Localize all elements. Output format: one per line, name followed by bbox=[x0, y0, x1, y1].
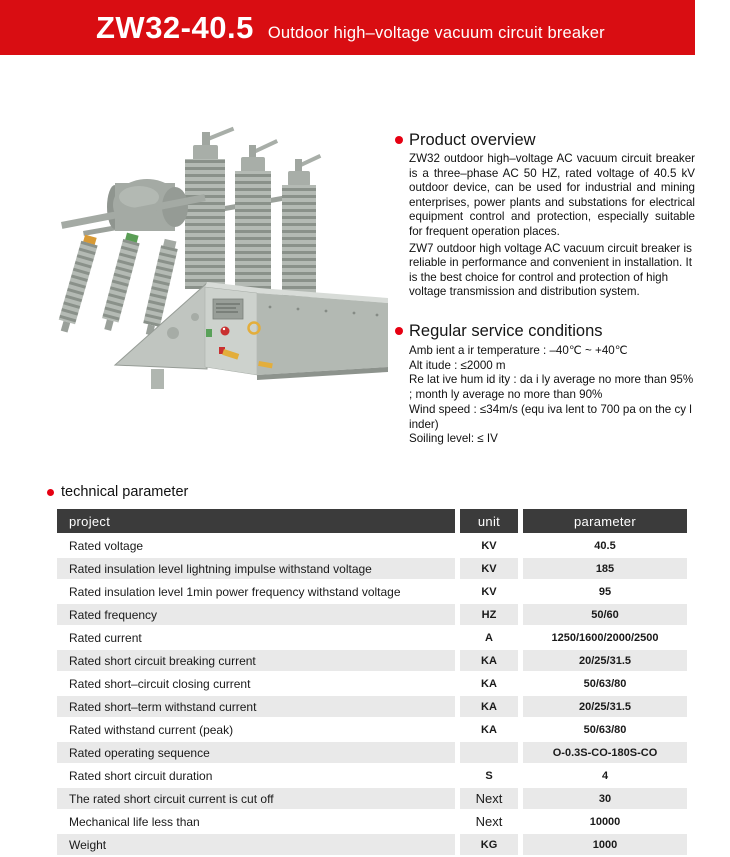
table-row bbox=[57, 696, 687, 717]
table-row bbox=[57, 535, 687, 556]
cell-parameter: 1250/1600/2000/2500 bbox=[523, 627, 687, 648]
cell-project: Rated operating sequence bbox=[57, 742, 455, 763]
cell-parameter: 20/25/31.5 bbox=[523, 696, 687, 717]
condition-line: Amb ient a ir temperature : –40℃ ~ +40℃ bbox=[409, 344, 628, 357]
small-insulator-1 bbox=[56, 234, 100, 334]
red-bullet-icon bbox=[395, 136, 403, 144]
column-header-unit: unit bbox=[460, 509, 518, 533]
condition-line: Soiling level: ≤ IV bbox=[409, 432, 498, 446]
small-insulator-2 bbox=[99, 232, 141, 332]
circuit-breaker-photo bbox=[55, 125, 390, 395]
cell-unit: HZ bbox=[460, 604, 518, 625]
table-row bbox=[57, 581, 687, 602]
cell-unit: Next bbox=[460, 811, 518, 832]
cell-unit: KA bbox=[460, 719, 518, 740]
condition-line: Re lat ive hum id ity : da i ly average no more than 95% ; month ly average no more than 90% bbox=[409, 373, 694, 402]
cell-parameter: 185 bbox=[523, 558, 687, 579]
table-row bbox=[57, 673, 687, 694]
cell-unit: KA bbox=[460, 650, 518, 671]
cell-project: Rated current bbox=[57, 627, 455, 648]
cell-unit: KA bbox=[460, 673, 518, 694]
cell-parameter: 30 bbox=[523, 788, 687, 809]
cell-unit: KA bbox=[460, 696, 518, 717]
product-overview-title: Product overview bbox=[409, 131, 536, 149]
column-header-project: project bbox=[57, 509, 455, 533]
table-row bbox=[57, 788, 687, 809]
table-row bbox=[57, 650, 687, 671]
table-row bbox=[57, 627, 687, 648]
cell-project: Rated withstand current (peak) bbox=[57, 719, 455, 740]
cell-unit: S bbox=[460, 765, 518, 786]
cell-project: The rated short circuit current is cut off bbox=[57, 788, 455, 809]
table-row bbox=[57, 558, 687, 579]
table-row bbox=[57, 834, 687, 855]
cell-parameter: 50/63/80 bbox=[523, 719, 687, 740]
cell-parameter: 50/63/80 bbox=[523, 673, 687, 694]
cell-unit: KG bbox=[460, 834, 518, 855]
cell-unit: KV bbox=[460, 535, 518, 556]
cell-parameter: 40.5 bbox=[523, 535, 687, 556]
cell-unit: KV bbox=[460, 558, 518, 579]
cell-unit bbox=[460, 742, 518, 763]
title-banner bbox=[0, 0, 695, 55]
cell-project: Rated frequency bbox=[57, 604, 455, 625]
product-overview-section bbox=[395, 131, 695, 300]
condition-line: Alt itude : ≤2000 m bbox=[409, 358, 506, 372]
table-row bbox=[57, 742, 687, 763]
mechanism-box bbox=[205, 282, 388, 380]
parameter-table-body bbox=[57, 535, 687, 855]
cell-unit: A bbox=[460, 627, 518, 648]
column-header-parameter: parameter bbox=[523, 509, 687, 533]
cell-project: Rated short circuit breaking current bbox=[57, 650, 455, 671]
red-bullet-icon bbox=[47, 489, 54, 496]
cell-parameter: 4 bbox=[523, 765, 687, 786]
parameter-table bbox=[57, 509, 687, 857]
technical-parameter-heading bbox=[47, 484, 188, 500]
insulator-right bbox=[282, 154, 321, 297]
overview-paragraph-2: ZW7 outdoor high voltage AC vacuum circuit breaker is reliable in performance and convenient in installation. It is the best choice for control and protection of high voltage transmission and distribution system. bbox=[409, 241, 692, 299]
cell-project: Rated voltage bbox=[57, 535, 455, 556]
nameplate bbox=[213, 299, 243, 319]
cell-parameter: 50/60 bbox=[523, 604, 687, 625]
cell-project: Mechanical life less than bbox=[57, 811, 455, 832]
cell-parameter: 1000 bbox=[523, 834, 687, 855]
table-row bbox=[57, 765, 687, 786]
cell-project: Rated insulation level 1min power frequency withstand voltage bbox=[57, 581, 455, 602]
product-subtitle: Outdoor high–voltage vacuum circuit breaker bbox=[267, 24, 605, 42]
table-row bbox=[57, 604, 687, 625]
red-bullet-icon bbox=[395, 327, 403, 335]
table-row bbox=[57, 811, 687, 832]
service-conditions-section bbox=[395, 322, 697, 447]
circuit-breaker-illustration bbox=[55, 125, 390, 395]
condition-line: Wind speed : ≤34m/s (equ iva lent to 700 pa on the cy l inder) bbox=[409, 402, 692, 431]
cell-project: Rated insulation level lightning impulse withstand voltage bbox=[57, 558, 455, 579]
cell-unit: KV bbox=[460, 581, 518, 602]
cell-unit: Next bbox=[460, 788, 518, 809]
cell-project: Rated short–term withstand current bbox=[57, 696, 455, 717]
cell-project: Rated short circuit duration bbox=[57, 765, 455, 786]
technical-parameter-title: technical parameter bbox=[61, 484, 189, 500]
cell-parameter: 20/25/31.5 bbox=[523, 650, 687, 671]
parameter-table-header bbox=[57, 509, 687, 533]
cell-project: Rated short–circuit closing current bbox=[57, 673, 455, 694]
table-row bbox=[57, 719, 687, 740]
product-overview-heading bbox=[395, 131, 695, 150]
insulator-middle bbox=[235, 139, 278, 293]
cell-parameter: 95 bbox=[523, 581, 687, 602]
overview-paragraph-1: ZW32 outdoor high–voltage AC vacuum circuit breaker is a three–phase AC 50 HZ, rated voltage of 40.5 kV outdoor device, can be used for industrial and mining enterprises, power plants and substations for electrical equipment control and protection, especially suitable for frequent operation places. bbox=[409, 152, 695, 238]
service-conditions-title: Regular service conditions bbox=[409, 322, 603, 340]
product-model: ZW32-40.5 bbox=[96, 10, 254, 45]
service-conditions-heading bbox=[395, 322, 697, 341]
cell-project: Weight bbox=[57, 834, 455, 855]
cell-parameter: 10000 bbox=[523, 811, 687, 832]
cell-parameter: O-0.3S-CO-180S-CO bbox=[523, 742, 687, 763]
service-conditions-lines bbox=[409, 344, 697, 447]
